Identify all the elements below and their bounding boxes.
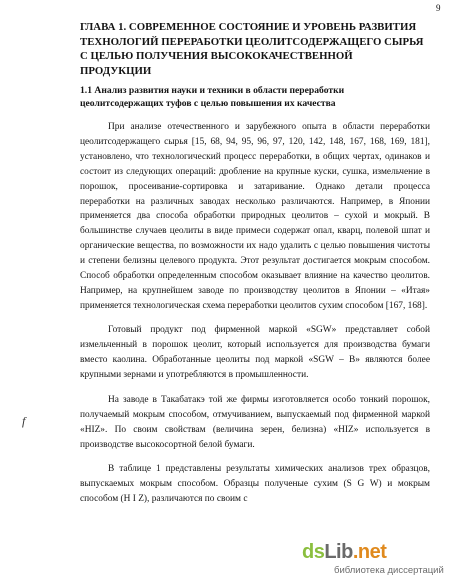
margin-mark: f [22,414,26,428]
logo-part-net: .net [352,541,387,563]
page-number: 9 [436,3,441,13]
paragraph: Готовый продукт под фирменной маркой «SGW» представляет собой измельченный в порошок цеолит, который используется для производства бумаги вместо каолина. Обработанные цеолиты под маркой «SGW – B» являются более крупными зернами и употребляются в промышленности. [80,324,430,380]
paragraph: В таблице 1 представлены результаты химических анализов трех образцов, выпускаемых мокрым способом. Образцы полученые сухим (S G W) и мокрым способом (H I Z), различаются по своим с [80,464,430,504]
body-text [80,120,430,518]
watermark-tagline: библиотека диссертаций [334,565,444,576]
paragraph: При анализе отечественного и зарубежного опыта в области переработки цеолитсодержащего сырья [15, 68, 94, 95, 96, 97, 120, 142, 148, 167, 168, 169, 181], установлено, что технологический процесс переработки, в общих чертах, одинаков и состоит из следующих операций: дробление на крупные куски, сушка, измельчение в порошок, просеивание-сортировка и затаривание. Однако детали процесса переработки на различных заводах несколько различаются. Например, в Японии применяется два способа обработки природных цеолитов – сухой и мокрый. В большинстве случаев цеолиты в виде примеси содержат опал, кварц, полевой шпат и органические вещества, по возможности их надо удалить с целью повышения чистоты и степени белизны целевого продукта. Этот результат достигается мокрым способом. Способ обработки определенным способом оказывает влияние на качество цеолитов. Например, на крупнейшем заводе по производству цеолитов в Японии – «Итая» применяется технологическая схема переработки цеолитов сухим способом [167, 168]. [80,122,430,311]
chapter-heading: ГЛАВА 1. СОВРЕМЕННОЕ СОСТОЯНИЕ И УРОВЕНЬ РАЗВИТИЯ ТЕХНОЛОГИЙ ПЕРЕРАБОТКИ ЦЕОЛИТСОДЕРЖАЩЕГО СЫРЬЯ С ЦЕЛЬЮ ПОЛУЧЕНИЯ ВЫСОКОКАЧЕСТВЕННОЙ ПРОДУКЦИИ [80,21,424,77]
watermark[interactable] [300,541,448,579]
section-heading: 1.1 Анализ развития науки и техники в области переработки цеолитсодержащих туфов с целью повышения их качества [80,85,345,109]
logo-part-ds: ds [302,541,325,563]
watermark-logo [302,541,386,564]
paragraph: На заводе в Такабатакэ той же фирмы изготовляется особо тонкий порошок, получаемый мокрым способом, отмучиванием, выпускаемый под фирменной маркой «HIZ». По своим свойствам (величина зерен, белизна) «HIZ» используется в производстве высокосортной белой бумаги. [80,395,430,451]
logo-part-lib: Lib [324,541,353,563]
